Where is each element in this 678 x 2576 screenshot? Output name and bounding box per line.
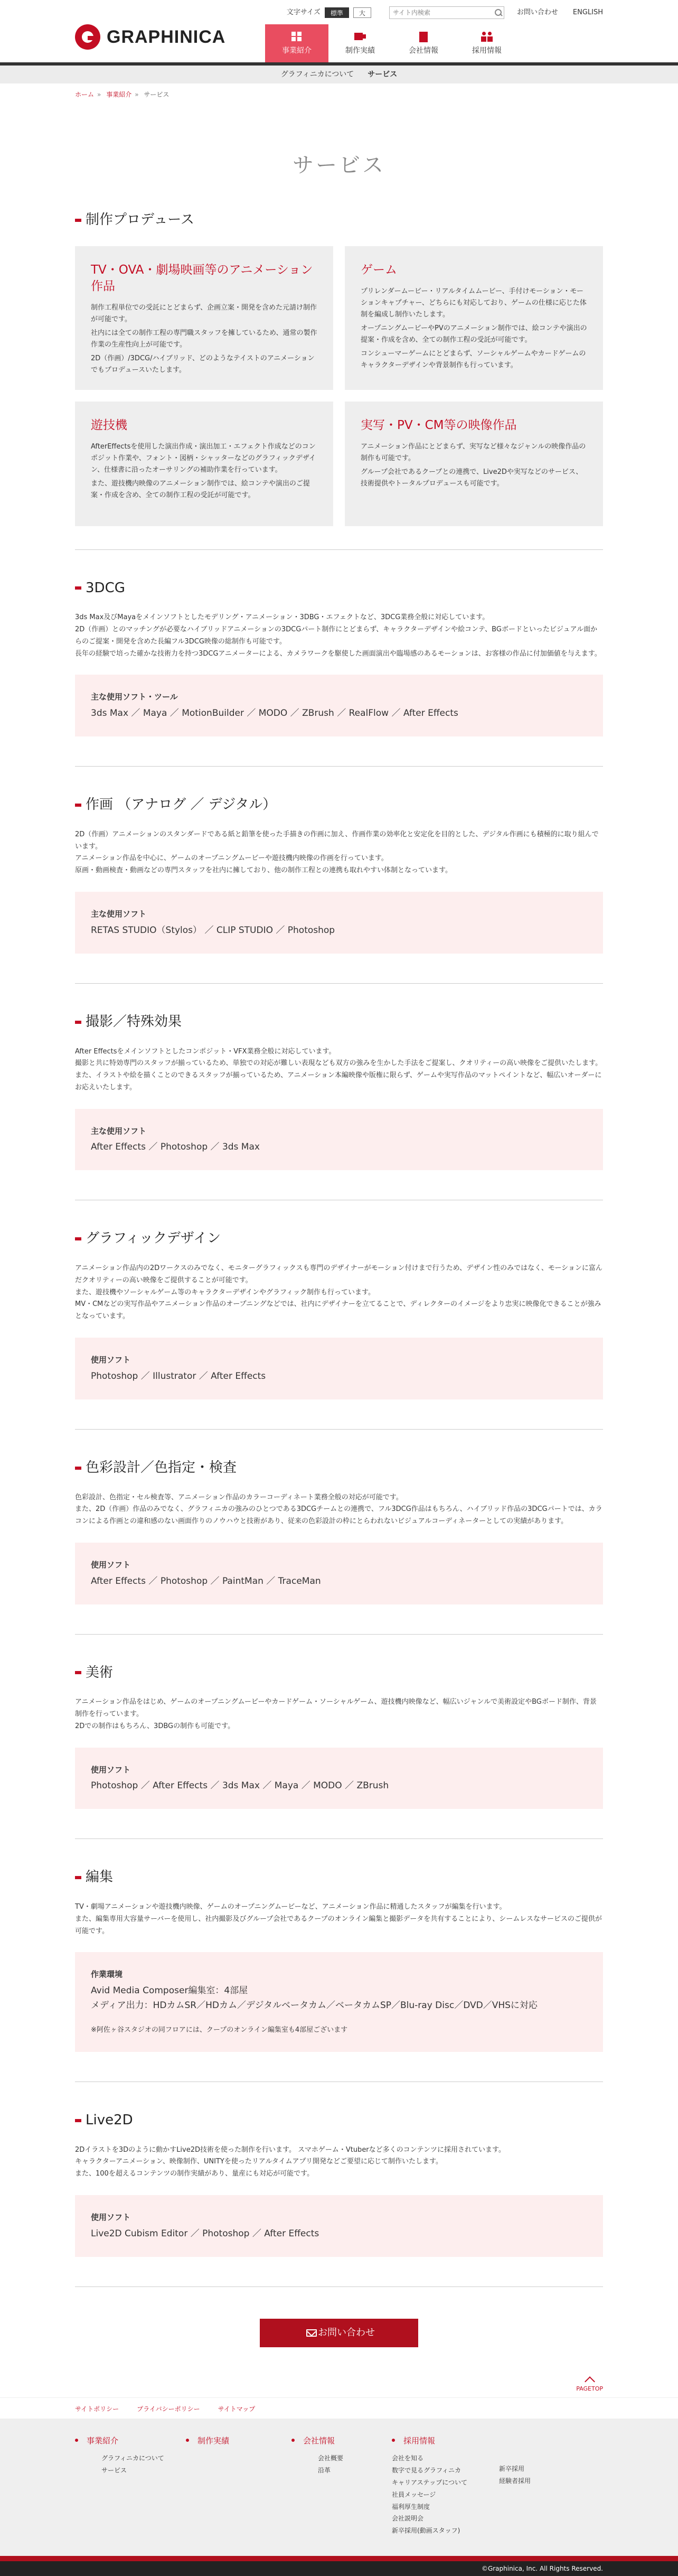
breadcrumb-separator: » <box>97 91 101 98</box>
section-text: 色彩設計、色指定・セル検査等、アニメーション作品のカラーコーディネート業務全般の対応が可能です。 <box>75 1493 403 1501</box>
section-text: また、イラストや絵を描くことのできるスタッフが揃っているため、アニメーション本編映像や版権に限らず、ゲームや実写作品のマットペイントなど、幅広いオーダーにお応えいたします。 <box>75 1071 602 1091</box>
gnav-company-label: 会社情報 <box>409 46 438 55</box>
footer-col-heading[interactable]: 採用情報 <box>392 2434 603 2448</box>
gnav-recruit-label: 採用情報 <box>472 46 502 55</box>
service-live2d <box>75 2082 603 2286</box>
breadcrumb-separator: » <box>135 91 139 98</box>
breadcrumb <box>75 83 603 100</box>
search-input[interactable] <box>390 7 492 18</box>
service-art <box>75 1634 603 1839</box>
section-text: 2Dでの制作はもちろん、3DBGの制作も可能です。 <box>75 1722 235 1730</box>
section-body <box>75 1696 603 1732</box>
box-title: 使用ソフト <box>91 2212 131 2222</box>
footer-link[interactable]: サービス <box>101 2467 127 2475</box>
pagetop-label: PAGETOP <box>576 2385 603 2393</box>
font-size-standard-button[interactable]: 標準 <box>325 7 349 18</box>
section-text: 2Dイラストを3Dのように動かすLive2D技術を使った制作を行います。 スマホゲーム・Vtuberなど多くのコンテンツに採用されています。 <box>75 2145 505 2154</box>
people-icon <box>481 31 493 42</box>
font-size-label: 文字サイズ <box>286 8 321 17</box>
footer-col-heading[interactable]: 会社情報 <box>291 2434 392 2448</box>
produce-section <box>75 211 603 526</box>
section-text: キャラクターアニメーション、映像制作、UNITYを使ったリアルタイムアプリ開発などご要望に応じて制作いたします。 <box>75 2158 442 2166</box>
mail-icon <box>306 2329 317 2337</box>
footer-col-heading[interactable]: 事業紹介 <box>75 2434 186 2448</box>
breadcrumb-business[interactable]: 事業紹介 <box>106 91 132 98</box>
software-box <box>75 1748 603 1809</box>
footer-link[interactable]: 福利厚生制度 <box>392 2503 430 2510</box>
box-value-media: メディア出力：HDカムSR／HDカム／デジタルベータカム／ベータカムSP／Blu-ray Disc／DVD／VHSに対応 <box>91 2000 538 2011</box>
footer-privacy-policy[interactable]: プライバシーポリシー <box>137 2405 200 2413</box>
section-text: TV・劇場アニメーションや遊技機内映像、ゲームのオープニングムービーなど、アニメーション作品に精通したスタッフが編集を行います。 <box>75 1903 506 1911</box>
footer-link[interactable]: 会社説明会 <box>392 2515 424 2523</box>
breadcrumb-home[interactable]: ホーム <box>75 91 95 98</box>
footer-links <box>0 2397 678 2419</box>
box-title: 主な使用ソフト <box>91 909 147 919</box>
section-text: また、編集専用大容量サーバーを使用し、社内撮影及びグループ会社であるクープのオンライン編集と撮影データを共有することにより、シームレスなサービスのご提供が可能です。 <box>75 1915 602 1935</box>
utility-bar <box>287 6 603 19</box>
building-icon <box>417 31 430 42</box>
section-body <box>75 2144 603 2180</box>
service-sakuga <box>75 766 603 983</box>
footer-col-business <box>75 2434 186 2537</box>
section-text: アニメーション作品をはじめ、ゲームのオープニングムービーやカードゲーム・ソーシャルゲーム、遊技機内映像など、幅広いジャンルで美術設定やBGボード制作、背景制作を行っています。 <box>75 1698 597 1719</box>
box-value: 3ds Max ／ Maya ／ MotionBuilder ／ MODO ／ ZBrush ／ RealFlow ／ After Effects <box>91 708 458 719</box>
box-title: 主な使用ソフト・ツール <box>91 692 178 702</box>
section-text: アニメーション作品内の2Dワークスのみでなく、モニターグラフィックスも専門のデザイナーがモーション付けまで行うため、デザイン性のみではなく、モーションに富んだクオリティーの高い映像をご提供することが可能です。 <box>75 1264 602 1284</box>
box-value: After Effects ／ Photoshop ／ 3ds Max <box>91 1142 260 1153</box>
search-icon[interactable] <box>492 7 504 18</box>
section-heading: 美術 <box>75 1664 603 1682</box>
gnav-works[interactable] <box>328 24 392 62</box>
box-value: RETAS STUDIO（Stylos） ／ CLIP STUDIO ／ Photoshop <box>91 925 335 936</box>
page-title: サービス <box>293 153 385 178</box>
produce-card-game <box>345 246 603 390</box>
contact-button[interactable] <box>260 2319 418 2347</box>
service-graphic-design <box>75 1200 603 1429</box>
section-body <box>75 1046 603 1094</box>
card-text: 社内には全ての制作工程の専門職スタッフを擁しているため、通常の製作作業の生産性向上が可能です。 <box>91 329 317 349</box>
section-body <box>75 612 603 660</box>
box-title: 使用ソフト <box>91 1765 131 1775</box>
footer-link[interactable]: 会社概要 <box>318 2454 344 2462</box>
subnav-service[interactable]: サービス <box>368 70 398 79</box>
service-editing <box>75 1838 603 2081</box>
section-text: また、2D（作画）作品のみでなく、グラフィニカの強みのひとつである3DCGチームとの連携で、フル3DCG作品はもちろん、ハイブリッド作品の3DCGパートでは、カラコンによる作画との違和感のない画面作りのノウハウと技術があり、従来の色彩設計の枠にとらわれないビジュアルコーディネーターとしての実績があります。 <box>75 1505 602 1526</box>
contact-button-label: お問い合わせ <box>318 2327 375 2338</box>
card-title: 実写・PV・CM等の映像作品 <box>361 418 517 432</box>
subnav-about[interactable]: グラフィニカについて <box>280 70 354 79</box>
footer-col-company <box>291 2434 392 2537</box>
logo-text: GRAPHINICA <box>107 27 226 47</box>
card-text: プリレンダームービー・リアルタイムムービー、手付けモーション・モーションキャプチャー、どちらにも対応しており、ゲームの仕様に応じた体制を編成し制作いたします。 <box>361 287 587 319</box>
service-color-design <box>75 1429 603 1634</box>
card-text: 制作工程単位での受託にとどまらず、企画立案・開発を含めた元請け制作が可能です。 <box>91 303 317 323</box>
film-icon <box>354 31 366 42</box>
site-logo[interactable] <box>75 22 225 52</box>
footer-link[interactable]: 数字で見るグラフィニカ <box>392 2467 462 2475</box>
section-heading: 3DCG <box>75 580 603 598</box>
box-value: Photoshop ／ Illustrator ／ After Effects <box>91 1370 266 1382</box>
section-text: 長年の経験で培った確かな技術力を持つ3DCGアニメーターによる、カメラワークを駆使した画面演出や臨場感のあるモーションは、お客様の作品に付加価値を与えます。 <box>75 649 601 658</box>
footer-link[interactable]: 新卒採用(動画スタッフ) <box>392 2527 460 2535</box>
site-header <box>0 0 678 62</box>
font-size-large-button[interactable]: 大 <box>353 7 371 18</box>
site-search <box>389 6 504 19</box>
section-body <box>75 1901 603 1937</box>
box-note: ※阿佐ヶ谷スタジオの同フロアには、クープのオンライン編集室も4部屋ございます <box>91 2026 348 2034</box>
footer-link[interactable]: 経験者採用 <box>499 2477 531 2485</box>
box-title: 使用ソフト <box>91 1560 131 1570</box>
breadcrumb-current: サービス <box>144 91 170 98</box>
produce-card-anime <box>75 246 333 390</box>
produce-cards <box>75 246 603 526</box>
footer-site-policy[interactable]: サイトポリシー <box>75 2405 119 2413</box>
gnav-company[interactable] <box>392 24 455 62</box>
sub-nav <box>0 66 678 83</box>
sub-nav-bar <box>0 62 678 83</box>
card-text: AfterEffectsを使用した演出作成・演出加工・エフェクト作成などのコンポジット作業や、フォント・図柄・シャッターなどのグラフィックデザイン、仕様書に沿ったオーサリングの補助作業を行っています。 <box>91 442 316 474</box>
gnav-recruit[interactable] <box>455 24 519 62</box>
gnav-business-label: 事業紹介 <box>282 46 312 55</box>
section-text: また、100を超えるコンテンツの制作実績があり、量産にも対応が可能です。 <box>75 2170 314 2178</box>
footer-col-recruit <box>392 2434 603 2537</box>
section-heading: 作画 （アナログ ／ デジタル） <box>75 796 603 814</box>
box-value: After Effects ／ Photoshop ／ PaintMan ／ TraceMan <box>91 1575 321 1586</box>
copyright-bar <box>0 2556 678 2576</box>
footer-sitemap[interactable]: サイトマップ <box>218 2405 256 2413</box>
software-box <box>75 892 603 954</box>
section-body <box>75 1492 603 1528</box>
english-link[interactable]: ENGLISH <box>572 8 603 17</box>
section-heading: Live2D <box>75 2112 603 2130</box>
box-title: 使用ソフト <box>91 1355 131 1365</box>
box-value: Avid Media Composer編集室：4部屋 <box>91 1985 248 1996</box>
box-value: Photoshop ／ After Effects ／ 3ds Max ／ Maya ／ MODO ／ ZBrush <box>91 1780 389 1791</box>
card-title: ゲーム <box>361 263 397 277</box>
section-text: また、遊技機やソーシャルゲーム等のキャラクターデザインやグラフィック制作も行っています。 <box>75 1288 375 1296</box>
grid-icon <box>290 31 303 42</box>
footer-link[interactable]: キャリアステップについて <box>392 2478 468 2486</box>
card-text: オープニングムービーやPVのアニメーション制作では、絵コンテや演出の提案・作成を含め、全ての制作工程の受託が可能です。 <box>361 324 587 344</box>
software-box <box>75 2195 603 2257</box>
section-heading: グラフィックデザイン <box>75 1230 603 1248</box>
section-body <box>75 1263 603 1323</box>
main-content <box>75 83 603 2393</box>
software-box <box>75 1543 603 1604</box>
section-text: 2D（作画）アニメーションのスタンダードである紙と鉛筆を使った手描きの作画に加え、作画作業の効率化と安定化を目的とした、デジタル作画にも積極的に取り組んでいます。 <box>75 830 599 851</box>
software-box <box>75 1338 603 1399</box>
card-text: アニメーション作品にとどまらず、実写など様々なジャンルの映像作品の制作も可能です。 <box>361 442 586 462</box>
gnav-works-label: 制作実績 <box>345 46 375 55</box>
section-heading: 編集 <box>75 1869 603 1887</box>
footer-link[interactable]: 会社を知る <box>392 2454 424 2462</box>
contact-area <box>75 2286 603 2393</box>
service-3dcg <box>75 549 603 767</box>
section-text: MV・CMなどの実写作品やアニメーション作品のオープニングなどでは、社内にデザイナーを立てることで、ディレクターのイメージをより忠実に映像化できることが強みとなっています。 <box>75 1300 601 1321</box>
footer-link[interactable]: 社員メッセージ <box>392 2490 436 2498</box>
section-text: 撮影と共に特効専門のスタッフが揃っているため、単独での対応が難しい表現なども双方の強みを生かした手法をご提案し、クオリティーの高い映像をご提供いたします。 <box>75 1059 602 1068</box>
section-heading: 色彩設計／色指定・検査 <box>75 1459 603 1477</box>
footer-col-works <box>186 2434 291 2537</box>
section-heading: 制作プロデュース <box>75 211 603 229</box>
environment-box <box>75 1952 603 2051</box>
footer-main <box>0 2419 678 2556</box>
footer-col-heading[interactable]: 制作実績 <box>186 2434 291 2448</box>
footer-link[interactable]: グラフィニカについて <box>101 2454 164 2462</box>
card-text: 2D（作画）/3DCG/ハイブリッド、どのようなテイストのアニメーションでもプロデュースいたします。 <box>91 354 315 375</box>
section-text: After Effectsをメインソフトとしたコンポジット・VFX業務全般に対応しています。 <box>75 1047 336 1056</box>
card-text: また、遊技機内映像のアニメーション制作では、絵コンテや演出のご提案・作成を含め、全ての制作工程の受託が可能です。 <box>91 479 310 500</box>
card-title: TV・OVA・劇場映画等のアニメーション作品 <box>91 263 313 293</box>
contact-link[interactable]: お問い合わせ <box>516 8 558 17</box>
section-text: 原画・動画検査・動画などの専門スタッフを社内に擁しており、他の制作工程との連携も取れやすい体制となっています。 <box>75 866 452 875</box>
global-nav <box>265 24 519 62</box>
copyright-text: ©Graphinica, Inc. All Rights Reserved. <box>481 2564 603 2572</box>
box-title: 主な使用ソフト <box>91 1126 147 1136</box>
gnav-business[interactable] <box>265 24 328 62</box>
graphinica-logo-icon <box>75 24 100 50</box>
software-box <box>75 1109 603 1171</box>
section-heading: 撮影／特殊効果 <box>75 1013 603 1031</box>
section-text: アニメーション作品を中心に、ゲームのオープニングムービーや遊技機内映像の作画を行っています。 <box>75 854 388 863</box>
box-value: Live2D Cubism Editor ／ Photoshop ／ After Effects <box>91 2228 319 2239</box>
card-text: コンシューマーゲームにとどまらず、ソーシャルゲームやカードゲームのキャラクターデザインや背景制作も行っています。 <box>361 350 586 370</box>
section-text: 3ds Max及びMayaをメインソフトとしたモデリング・アニメーション・3DBG・エフェクトなど、3DCG業務全般に対応しています。 <box>75 613 489 622</box>
software-box <box>75 675 603 736</box>
card-title: 遊技機 <box>91 418 127 432</box>
service-compositing <box>75 983 603 1200</box>
footer-link[interactable]: 沿革 <box>318 2467 331 2475</box>
section-text: 2D（作画）とのマッチングが必要なハイブリッドアニメーションの3DCGパート制作にとどまらず、キャラクターデザインや絵コンテ、BGボードといったビジュアル面からのご提案・開発を含めた長編フル3DCG映像の総制作も可能です。 <box>75 626 598 646</box>
produce-card-pachinko <box>75 402 333 526</box>
card-text: グループ会社であるクープとの連携で、Live2Dや実写などのサービス、技術提供やトータルプロデュースも可能です。 <box>361 468 583 488</box>
footer-link[interactable]: 新卒採用 <box>499 2465 525 2473</box>
box-title: 作業環境 <box>91 1970 123 1980</box>
pagetop-link[interactable] <box>576 2378 603 2394</box>
produce-card-liveaction <box>345 402 603 526</box>
section-body <box>75 829 603 877</box>
